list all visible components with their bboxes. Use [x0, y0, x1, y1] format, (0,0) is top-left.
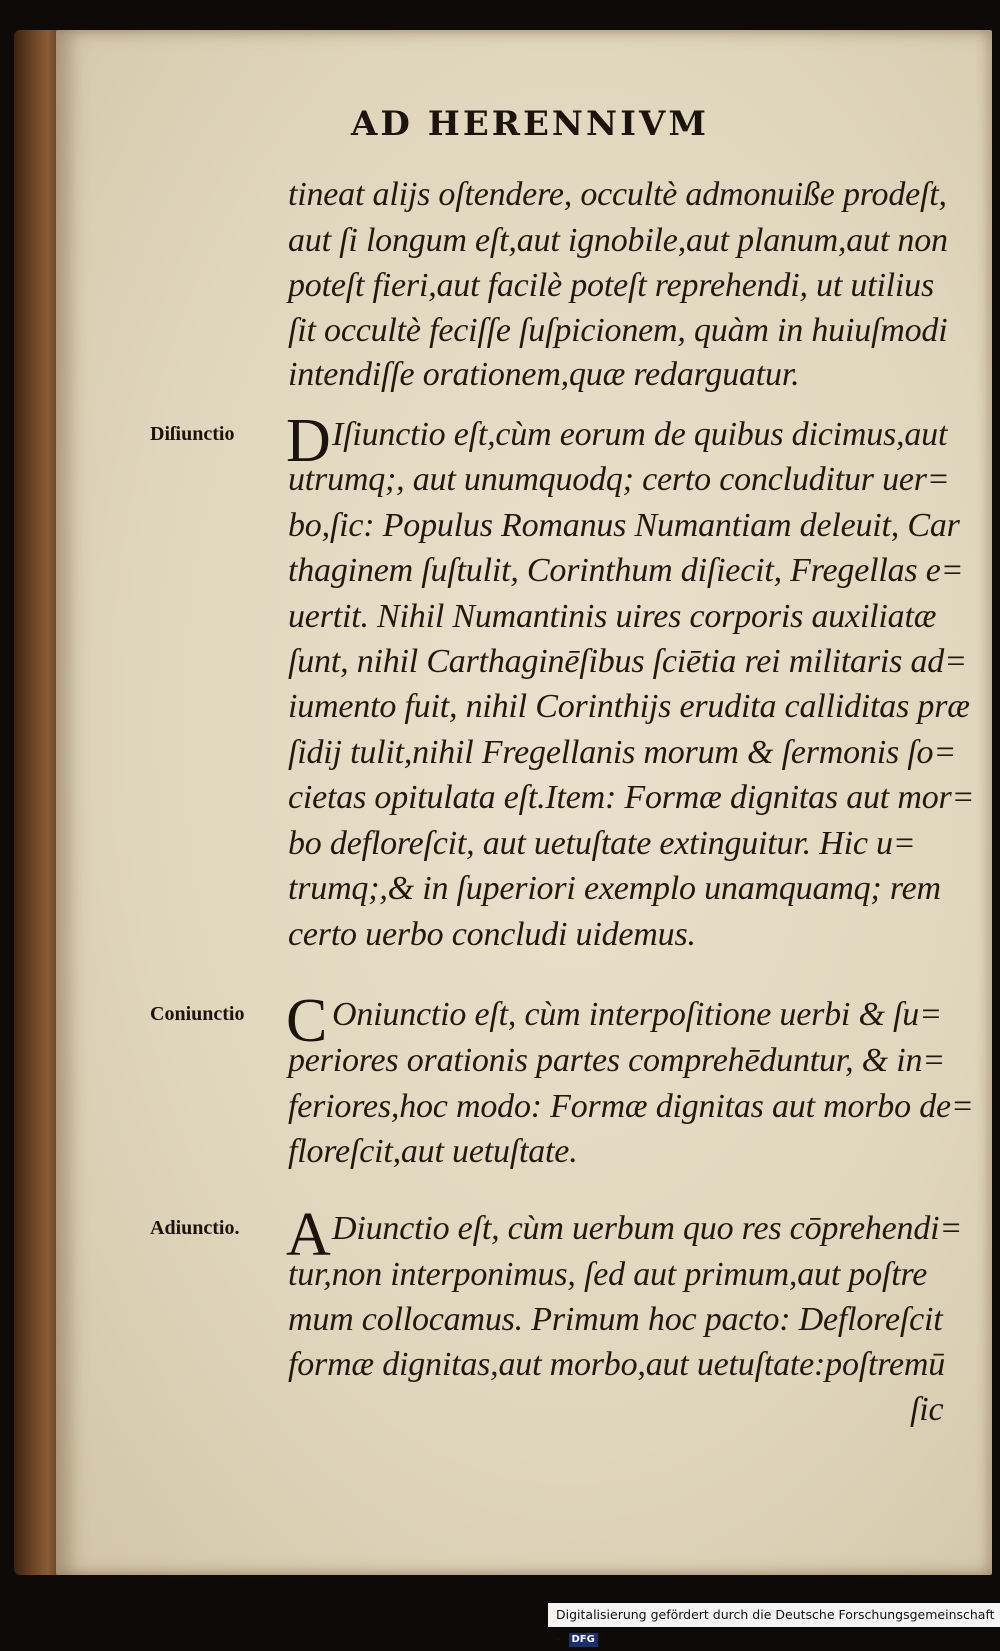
text-line: periores orationis partes comprehēduntur, & in=	[288, 1042, 946, 1079]
text-line: mum collocamus. Primum hoc pacto: Defloreſcit	[288, 1301, 943, 1338]
text-line: Iſiunctio eſt,cùm eorum de quibus dicimus,aut	[332, 416, 948, 453]
text-line: feriores,hoc modo: Formæ dignitas aut morbo de=	[288, 1088, 974, 1125]
text-line: thaginem ſuſtulit, Corinthum diſiecit, Fregellas e=	[288, 552, 964, 589]
text-line: ſidij tulit,nihil Fregellanis morum & ſermonis ſo=	[288, 734, 957, 771]
text-line: poteſt fieri,aut facilè poteſt reprehendi, ut utilius	[288, 267, 935, 304]
margin-note-coniunctio: Coniunctio	[150, 1003, 245, 1025]
footer-text: Digitalisierung gefördert durch die Deutsche Forschungsgemeinschaft -	[556, 1607, 995, 1646]
digitization-footer	[548, 1603, 1000, 1646]
dropcap-c: C	[286, 987, 328, 1055]
text-line: Oniunctio eſt, cùm interpoſitione uerbi & ſu=	[332, 996, 942, 1033]
margin-note-adiunctio: Adiunctio.	[150, 1217, 240, 1239]
text-line: iumento fuit, nihil Corinthijs erudita calliditas præ	[288, 688, 970, 725]
text-line: floreſcit,aut uetuſtate.	[288, 1133, 578, 1170]
text-line: ſunt, nihil Carthaginēſibus ſciētia rei militaris ad=	[288, 643, 967, 680]
book-binding-edge	[14, 30, 62, 1575]
text-line: bo defloreſcit, aut uetuſtate extinguitur. Hic u=	[288, 825, 916, 862]
dropcap-a: A	[286, 1201, 331, 1269]
text-line: utrumq;, aut unumquodq; certo concluditur uer=	[288, 461, 950, 498]
text-line: aut ſi longum eſt,aut ignobile,aut planum,aut non	[288, 222, 948, 259]
margin-note-disiunctio: Diſiunctio	[150, 423, 235, 445]
text-line: cietas opitulata eſt.Item: Formæ dignitas aut mor=	[288, 779, 975, 816]
text-line: certo uerbo concludi uidemus.	[288, 916, 696, 953]
text-line: ſit occultè feciſſe ſuſpicionem, quàm in huiuſmodi	[288, 312, 948, 349]
catchword: ſic	[910, 1391, 944, 1428]
text-line: Diunctio eſt, cùm uerbum quo res cōprehendi=	[332, 1210, 963, 1247]
text-line: tur,non interponimus, ſed aut primum,aut poſtre	[288, 1256, 928, 1293]
dropcap-d: D	[286, 407, 331, 475]
text-line: bo,ſic: Populus Romanus Numantiam deleuit, Car	[288, 507, 960, 544]
text-line: uertit. Nihil Numantinis uires corporis auxiliatæ	[288, 598, 937, 635]
text-line: trumq;,& in ſuperiori exemplo unamquamq; rem	[288, 870, 941, 907]
text-line: intendiſſe orationem,quæ redarguatur.	[288, 356, 800, 393]
running-header: AD HERENNIVM	[351, 104, 709, 144]
text-line: formæ dignitas,aut morbo,aut uetuſtate:poſtremū	[288, 1346, 946, 1383]
dfg-logo: DFG	[569, 1633, 598, 1647]
text-line: tineat alijs oſtendere, occultè admonuiße prodeſt,	[288, 176, 947, 213]
